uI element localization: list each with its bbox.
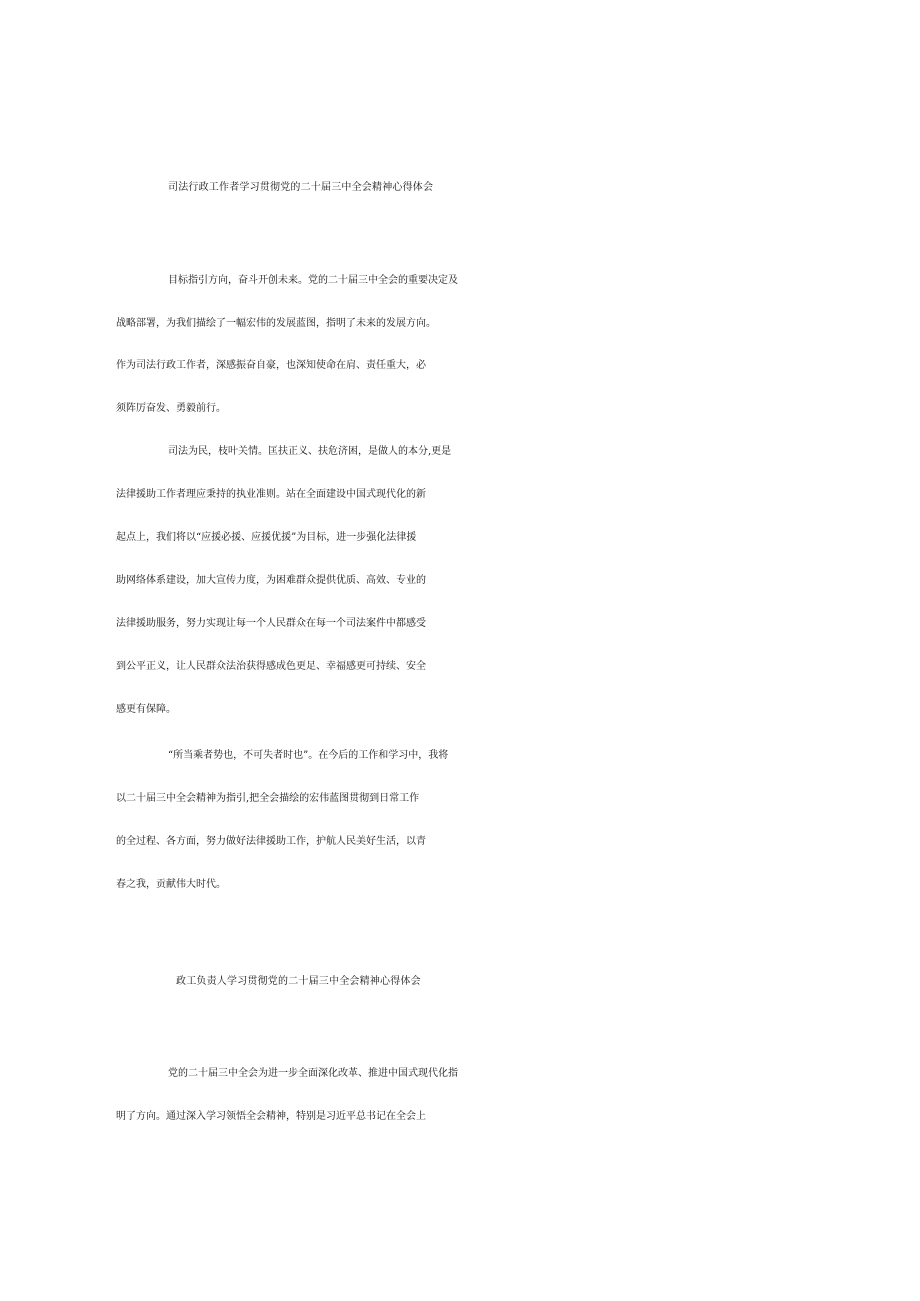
paragraph-line: 司法为民，枝叶关情。匡扶正义、扶危济困，是做人的本分,更是 [168, 446, 452, 457]
paragraph-line: 目标指引方向，奋斗开创未来。党的二十届三中全会的重要决定及 [168, 275, 458, 286]
paragraph-line: 须阵厉奋发、勇毅前行。 [116, 403, 226, 414]
paragraph-line: 感更有保障。 [116, 704, 176, 715]
paragraph-line: 法律援助工作者理应秉持的执业准则。站在全面建设中国式现代化的新 [116, 489, 426, 500]
paragraph-line: 助网络体系建设，加大宣传力度，为困难群众提供优质、高效、专业的 [116, 575, 426, 586]
paragraph-line: 明了方向。通过深入学习领悟全会精神，特别是习近平总书记在全会上 [116, 1111, 426, 1122]
paragraph-line: 到公平正义，让人民群众法治获得感成色更足、幸福感更可持续、安全 [116, 661, 426, 672]
paragraph-line: 起点上，我们将以“应援必援、应援优援”为目标，进一步强化法律援 [116, 532, 417, 543]
paragraph-line: 春之我，贡献伟大时代。 [116, 879, 226, 890]
document-title-1: 司法行政工作者学习贯彻党的二十届三中全会精神心得体会 [168, 182, 434, 193]
paragraph-line: 作为司法行政工作者，深感振奋自豪，也深知使命在肩、责任重大，必 [116, 360, 426, 371]
paragraph-line: 战略部署，为我们描绘了一幅宏伟的发展蓝图，指明了未来的发展方向。 [116, 318, 436, 329]
paragraph-line: “所当乘者势也，不可失者时也”。在今后的工作和学习中，我将 [168, 750, 449, 761]
paragraph-line: 的全过程、各方面，努力做好法律援助工作，护航人民美好生活，以青 [116, 836, 426, 847]
paragraph-line: 党的二十届三中全会为进一步全面深化改革、推进中国式现代化指 [168, 1068, 458, 1079]
paragraph-line: 以二十届三中全会精神为指引,把全会描绘的宏伟蓝图贯彻到日常工作 [116, 793, 420, 804]
document-title-2: 政工负责人学习贯彻党的二十届三中全会精神心得体会 [176, 976, 421, 987]
paragraph-line: 法律援助服务，努力实现让每一个人民群众在每一个司法案件中都感受 [116, 618, 426, 629]
